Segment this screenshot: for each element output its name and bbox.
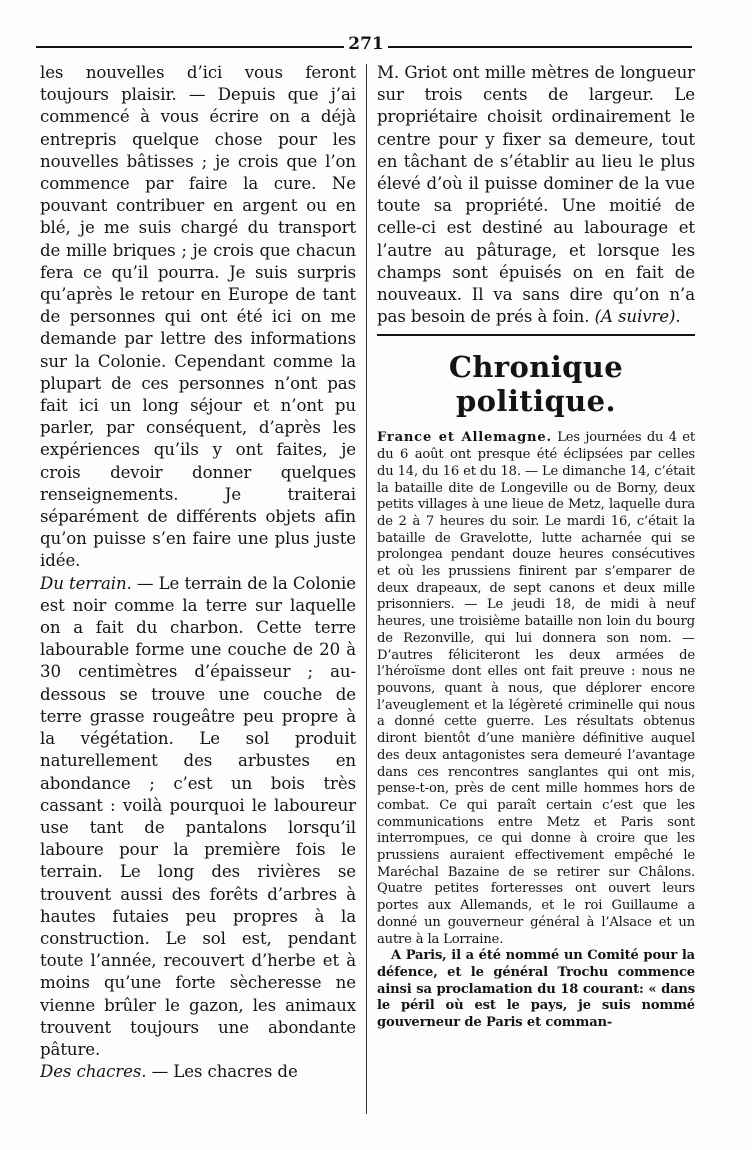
page-header: [36, 34, 692, 56]
chacres-continued-paragraph: [377, 62, 695, 328]
section-title: Chronique politique.: [448, 350, 624, 419]
news-paragraph: [377, 430, 695, 948]
left-column: [40, 62, 356, 1083]
chacres-text: — Les chacres de: [146, 1062, 298, 1082]
section-rule: [377, 334, 695, 336]
header-rule-left: [36, 46, 344, 48]
header-rule-right: [388, 46, 692, 48]
chacres-paragraph: [40, 1061, 356, 1083]
chacres-heading: Des chacres.: [40, 1062, 147, 1082]
right-column: [377, 62, 695, 1032]
chacres-continued-text: M. Griot ont mille mètres de longueur sur trois cents de largeur. Le propriétaire choisit ordinairement le centre pour y fixer sa demeure, tout en tâchant de s’établir au lieu le plus élevé d’où il puisse dominer de la vue toute sa propriété. Une moitié de celle-ci est destiné au labourage et l’autre au pâturage, et lorsque les champs sont épuisés on en fait de nouveaux. Il va sans dire qu’on n’a pas besoin de prés à foin.: [377, 63, 695, 327]
page-number: 271: [348, 34, 384, 54]
paris-paragraph: A Paris, il a été nommé un Comité pour la défence, et le général Trochu commence ainsi sa proclamation du 18 courant: « dans le péril où est le pays, je suis nommé gouverneur de Paris et comman-: [377, 948, 695, 1031]
news-rubric: France et Allemagne.: [377, 430, 552, 446]
column-divider: [366, 64, 367, 1114]
terrain-text: — Le terrain de la Colonie est noir comme la terre sur laquelle on a fait du charbon. Cette terre labourable forme une couche de 20 à 30 centimètres d’épaisseur ; au-dessous se trouve une couche de terre grasse rougeâtre peu propre à la végétation. Le sol produit naturellement des arbustes en abondance ; c’est un bois très cassant : voilà pourquoi le laboureur use tant de pantalons lorsqu’il laboure pour la première fois le terrain. Le long des rivières se trouvent aussi des forêts d’arbres à hautes futaies peu propres à la construction. Le sol est, pendant toute l’année, recouvert d’herbe et à moins qu’une forte sècheresse ne vienne brûler le gazon, les animaux trouvent toujours une abondante pâture.: [40, 573, 356, 1059]
a-suivre-note: (A suivre).: [594, 307, 681, 327]
news-text: Les journées du 4 et du 6 août ont presque été éclipsées par celles du 14, du 16 et du 18. — Le dimanche 14, c’était la bataille dite de Longeville ou de Borny, deux petits villages à une lieue de Metz, laquelle dura de 2 à 7 heures du soir. Le mardi 16, c’était la bataille de Gravelotte, lutte acharnée qui se prolongea pendant douze heures consécutives et où les prussiens finirent par s’emparer de deux drapeaux, de sept canons et deux mille prisonniers. — Le jeudi 18, de midi à neuf heures, une troisième bataille non loin du bourg de Rezonville, qui lui donnera son nom. — D’autres féliciteront les deux armées de l’héroïsme dont elles ont fait preuve : nous ne pouvons, quant à nous, que déplorer encore l’aveuglement et la légèreté criminelle qui nous a donné cette guerre. Les résultats obtenus diront bientôt d’une manière définitive auquel des deux antagonistes sera demeuré l’avantage dans ces rencontres sanglantes qui ont mis, pense-t-on, près de cent mille hommes hors de combat. Ce qui paraît certain c’est que les communications entre Metz et Paris sont interrompues, ce qui donne à croire que les prussiens auraient effectivement empêché le Maréchal Bazaine de se retirer sur Châlons. Quatre petites forteresses ont ouvert leurs portes aux Allemands, et le roi Guillaume a donné un gouverneur général à l’Alsace et un autre à la Lorraine.: [377, 430, 695, 947]
intro-paragraph: les nouvelles d’ici vous feront toujours plaisir. — Depuis que j’ai commencé à vous écrire on a déjà entrepris quelque chose pour les nouvelles bâtisses ; je crois que l’on commence par faire la cure. Ne pouvant contribuer en argent ou en blé, je me suis chargé du transport de mille briques ; je crois que chacun fera ce qu’il pourra. Je suis surpris qu’après le retour en Europe de tant de personnes qui ont été ici on me demande par lettre des informations sur la Colonie. Cependant comme la plupart de ces personnes n’ont pas fait ici un long séjour et n’ont pu parler, par conséquent, d’après les expériences qu’ils y ont faites, je crois devoir donner quelques renseignements. Je traiterai séparément de différents objets afin qu’on puisse s’en faire une plus juste idée.: [40, 63, 356, 571]
terrain-heading: Du terrain.: [40, 573, 132, 593]
terrain-paragraph: [40, 573, 356, 1061]
